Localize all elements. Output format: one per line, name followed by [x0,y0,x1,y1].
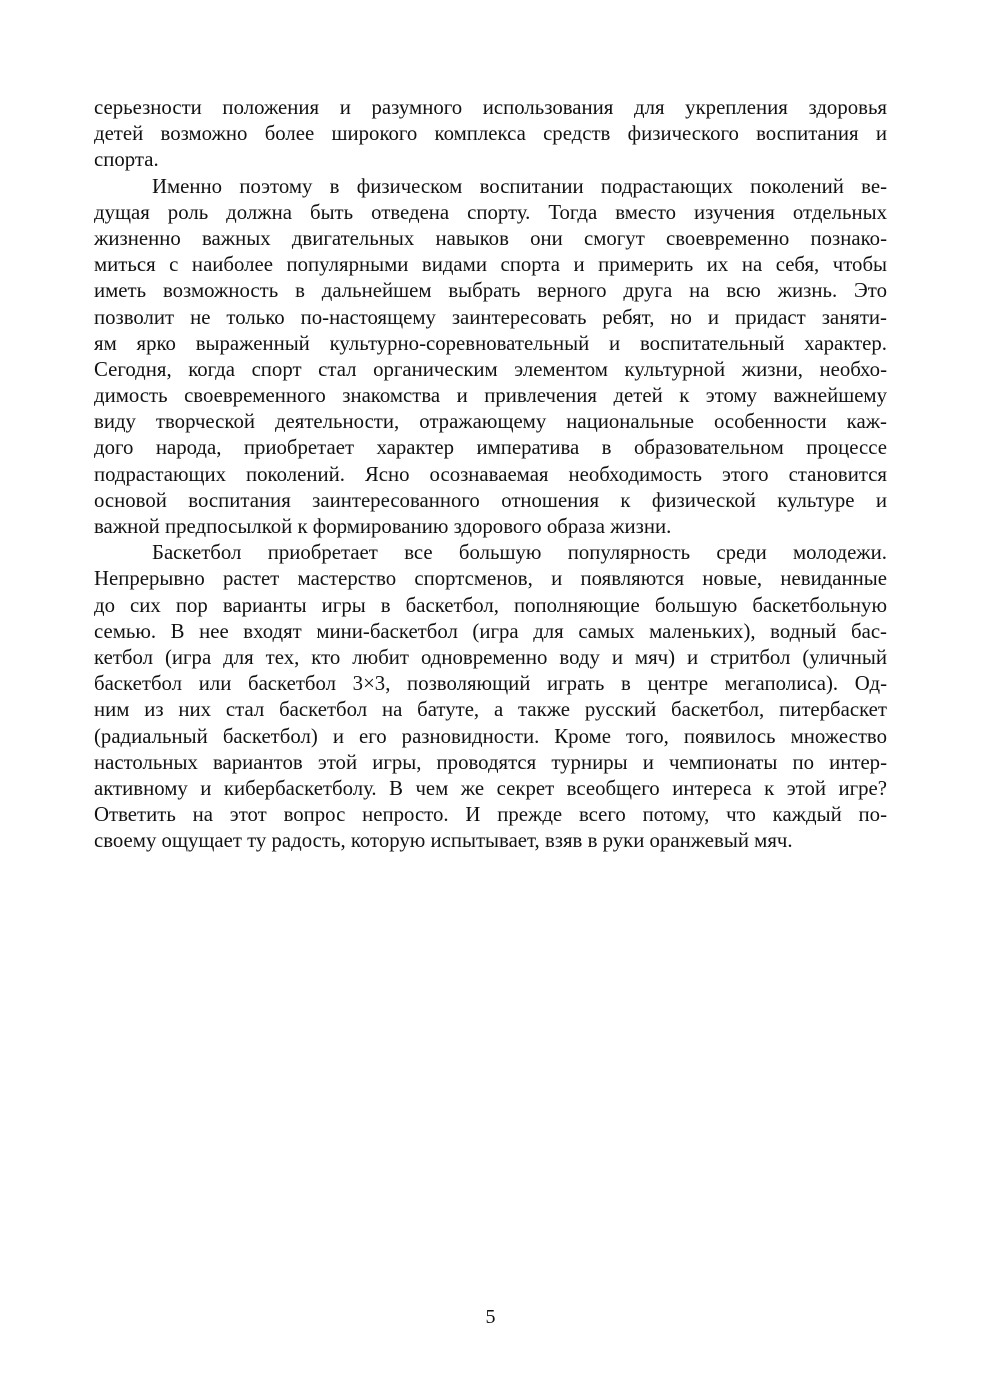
text-line: активному и кибербаскетболу. В чем же секрет всеобщего интереса к этой игре? [94,776,887,800]
text-line: до сих пор варианты игры в баскетбол, пополняющие большую баскетбольную [94,593,887,617]
text-line: дущая роль должна быть отведена спорту. Тогда вместо изучения отдельных [94,200,887,224]
text-line: основой воспитания заинтересованного отношения к физической культуре и [94,488,887,512]
text-line: баскетбол или баскетбол 3×3, позволяющий играть в центре мегаполиса). Од- [94,672,887,696]
text-line: (радиальный баскетбол) и его разновидности. Кроме того, появилось множество [94,724,887,748]
text-line: детей возможно более широкого комплекса средств физического воспитания и [94,122,887,146]
text-line: жизненно важных двигательных навыков они смогут своевременно познако- [94,226,887,250]
text-line: Именно поэтому в физическом воспитании подрастающих поколений ве- [152,174,887,198]
text-line: ним из них стал баскетбол на батуте, а также русский баскетбол, питербаскет [94,698,887,722]
text-line: позволит не только по-настоящему заинтересовать ребят, но и придаст заняти- [94,305,887,329]
text-line: важной предпосылкой к формированию здорового образа жизни. [94,515,672,538]
text-line: настольных вариантов этой игры, проводятся турниры и чемпионаты по интер- [94,750,887,774]
text-line: подрастающих поколений. Ясно осознаваемая необходимость этого становится [94,462,887,486]
text-line: кетбол (игра для тех, кто любит одновременно воду и мяч) и стритбол (уличный [94,645,887,669]
text-line: миться с наиболее популярными видами спорта и примерить их на себя, чтобы [94,253,887,277]
text-line: дого народа, приобретает характер императива в образовательном процессе [94,436,887,460]
text-line: иметь возможность в дальнейшем выбрать верного друга на всю жизнь. Это [94,279,887,303]
text-line: ям ярко выраженный культурно-соревновательный и воспитательный характер. [94,331,887,355]
text-line: спорта. [94,148,159,172]
page-number: 5 [485,1306,496,1328]
body-text [94,95,887,854]
text-line: Сегодня, когда спорт стал органическим элементом культурной жизни, необхо- [94,357,887,381]
text-line: димость своевременного знакомства и привлечения детей к этому важнейшему [94,384,887,408]
text-line: Ответить на этот вопрос непросто. И прежде всего потому, что каждый по- [94,803,887,827]
text-line: семью. В нее входят мини-баскетбол (игра для самых маленьких), водный бас- [94,619,887,643]
text-line: Баскетбол приобретает все большую популярность среди молодежи. [152,541,887,565]
paragraph-2 [94,174,887,541]
paragraph-3 [94,540,887,854]
text-line: виду творческой деятельности, отражающему национальные особенности каж- [94,410,887,434]
text-line: своему ощущает ту радость, которую испытывает, взяв в руки оранжевый мяч. [94,829,793,853]
paragraph-1 [94,95,887,174]
text-line: серьезности положения и разумного использования для укрепления здоровья [94,96,887,119]
text-line: Непрерывно растет мастерство спортсменов, и появляются новые, невиданные [94,567,887,591]
